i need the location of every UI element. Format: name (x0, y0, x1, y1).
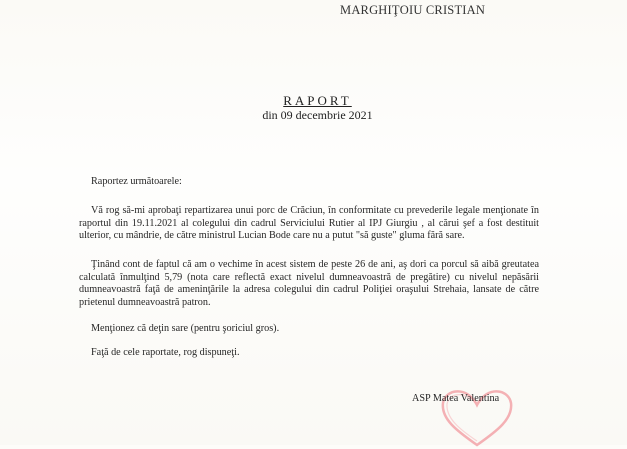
paragraph-request: Vă rog să-mi aprobaţi repartizarea unui porc de Crăciun, în conformitate cu prevederile legale menţionate în raportul din 19.11.2021 al colegului din cadrul Serviciului Rutier al IPJ Giurgiu , al cărui şef a fost destituit ulterior, cu mândrie, de către ministrul Lucian Bode care nu a putut "să guste" gluma fără sare. (79, 205, 539, 241)
paragraph-salt-note: Menţionez că deţin sare (pentru şoriciul gros). (91, 323, 280, 334)
paragraph-justification: Ţinând cont de faptul că am o vechime în acest sistem de peste 26 de ani, aş dori ca porcul să aibă greutatea calculată înmulţind 5,79 (nota care reflectă exact nivelul dumneavoastră de pregătire) cu nivelul nepăsării dumneavoastră faţă de ameninţările la adresa colegului din cadrul Poliţiei oraşului Strehaia, lansate de către prietenul dumneavoastră patron. (79, 259, 539, 308)
report-title: RAPORT (283, 93, 352, 108)
signature-name: ASP Matea Valentina (412, 393, 500, 404)
paragraph-closing: Faţă de cele raportate, rog dispuneţi. (91, 347, 240, 358)
salutation: Raportez următoarele: (91, 176, 182, 187)
report-date: din 09 decembrie 2021 (262, 108, 373, 122)
header-name: MARGHIŢOIU CRISTIAN (340, 3, 486, 17)
